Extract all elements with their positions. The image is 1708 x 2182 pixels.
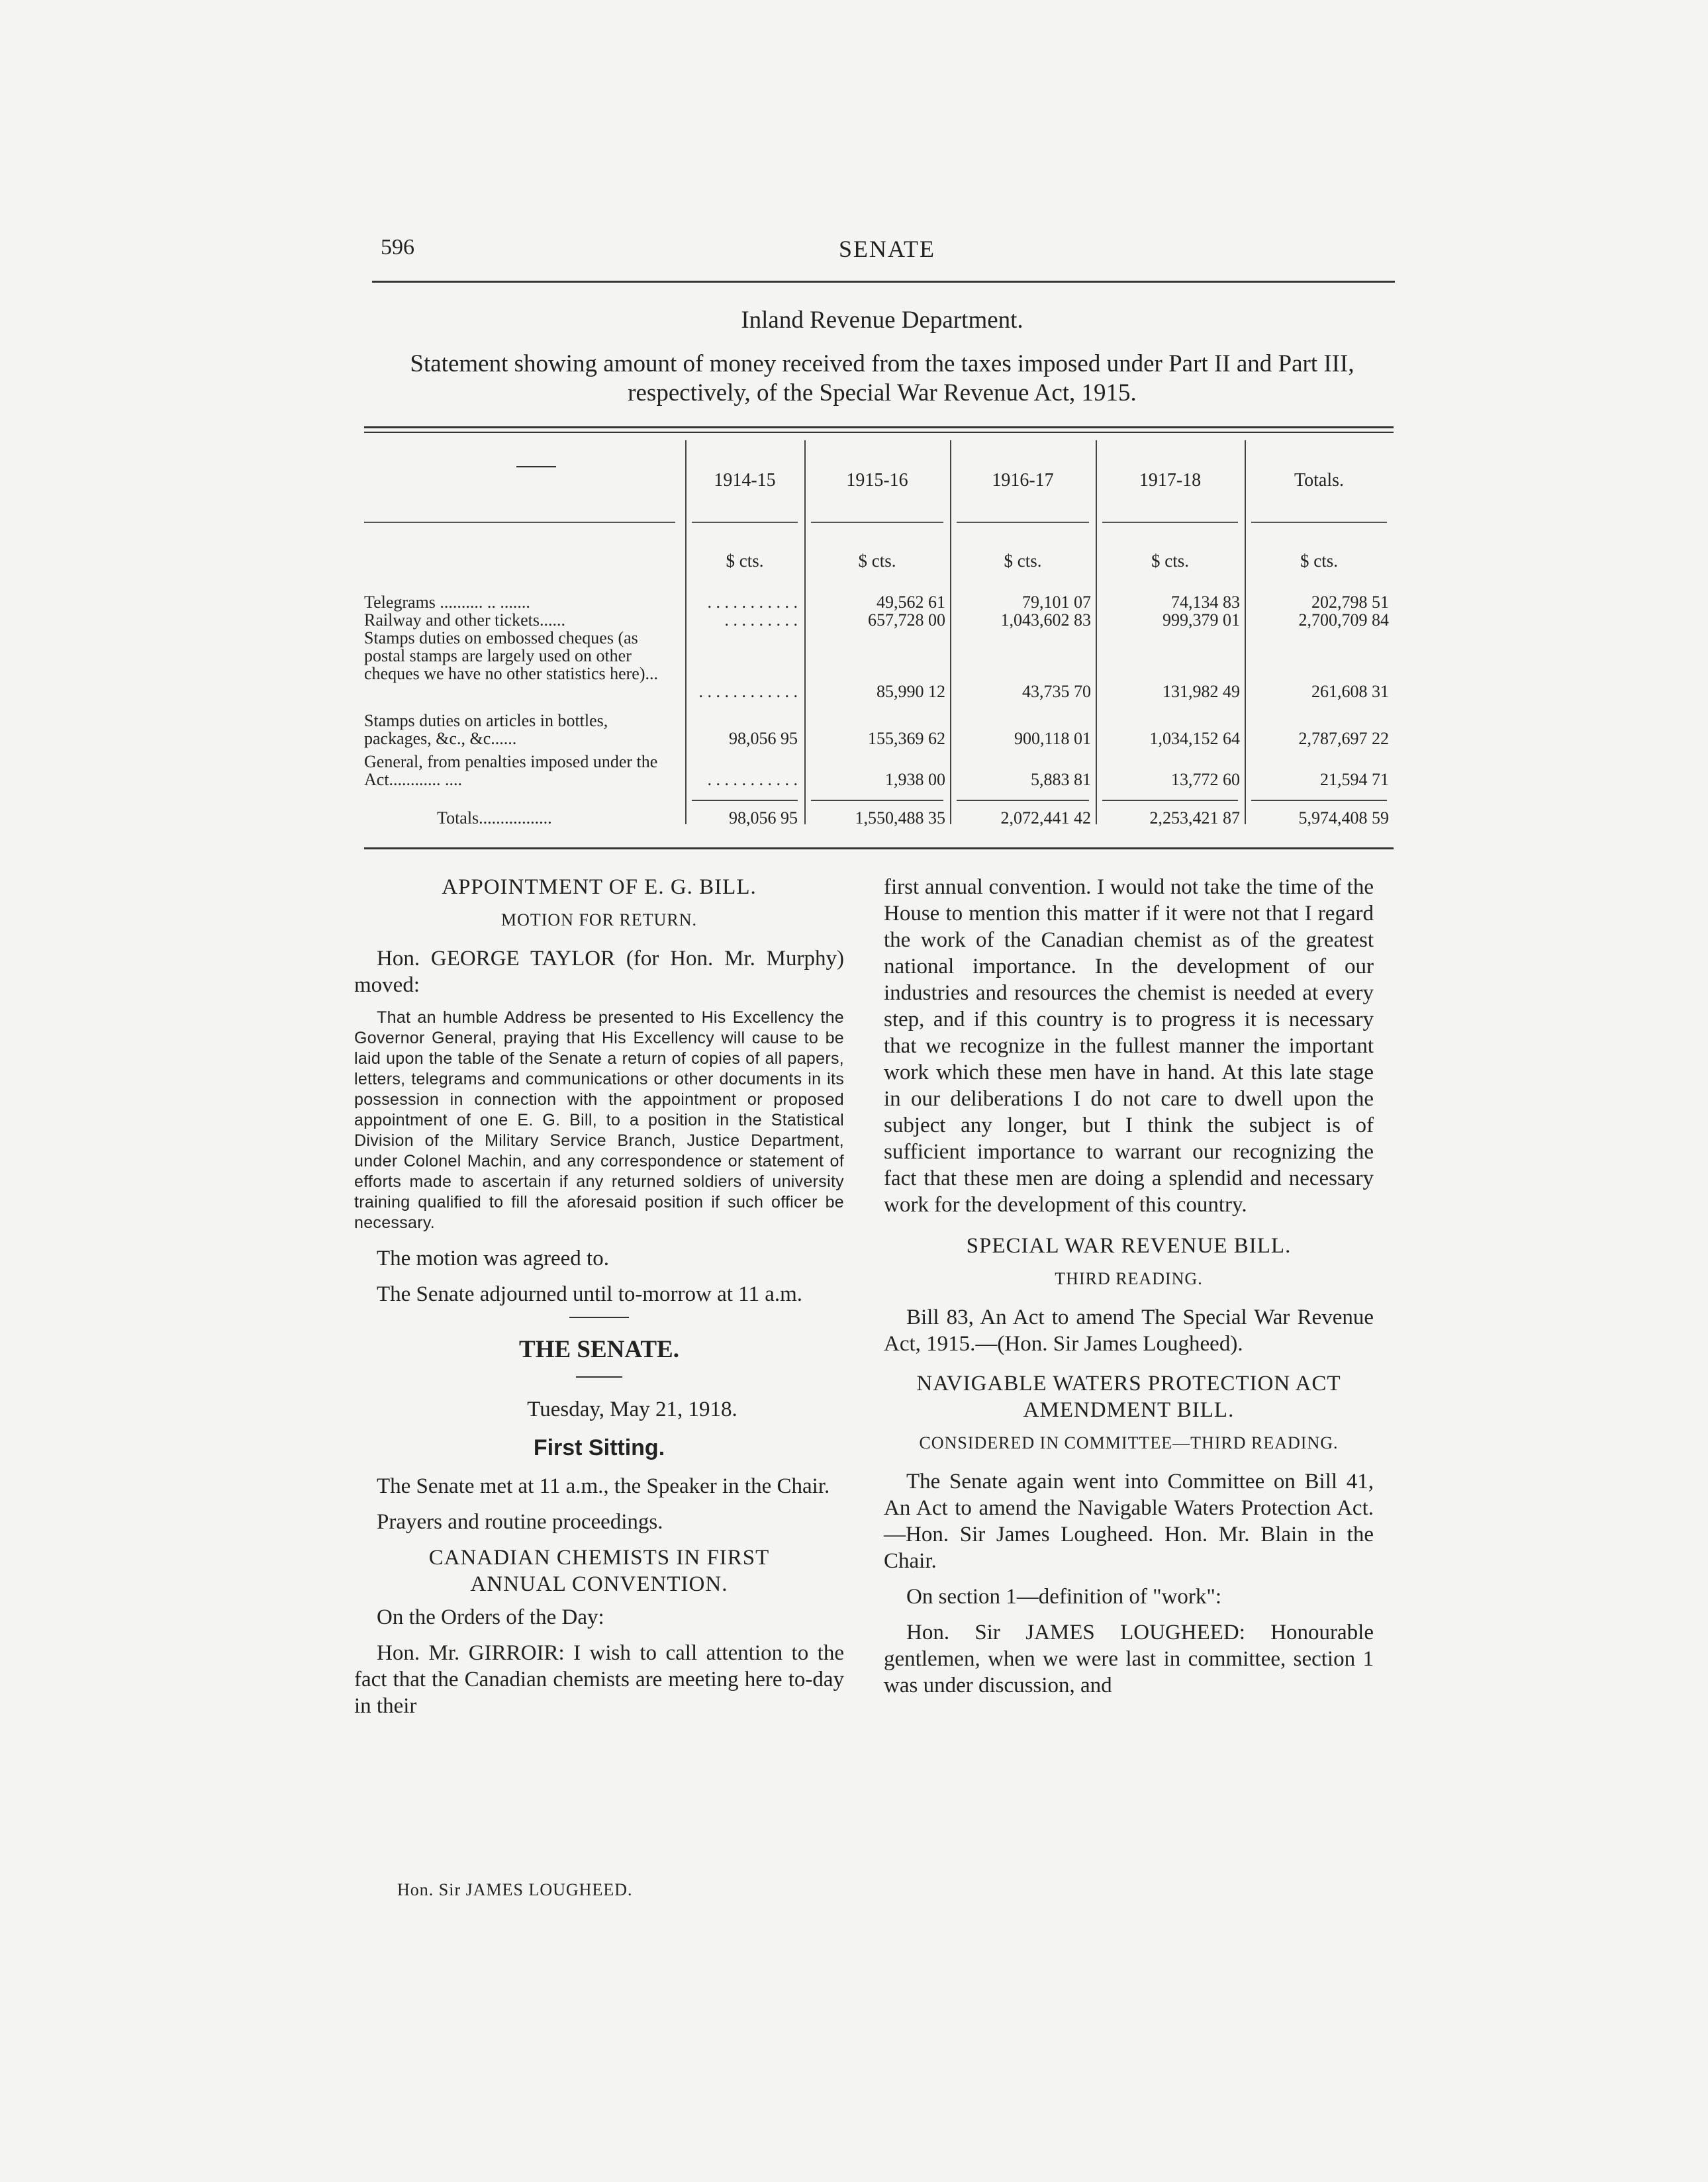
cell: 98,056 95 [729,808,798,828]
cell: 13,772 60 [1171,770,1240,789]
column-divider [804,440,806,824]
cell: 261,608 31 [1311,682,1389,701]
column-header: Totals. [1294,470,1345,491]
row-label: Telegrams .......... .. ....... [364,593,530,612]
unit-label: $ cts. [1300,551,1338,571]
column-header: 1916-17 [992,470,1054,491]
cell: 900,118 01 [1014,729,1091,748]
cell: . . . . . . . . . . . [707,770,798,789]
cell: 131,982 49 [1162,682,1240,701]
column-divider [950,440,951,824]
header-underline [957,522,1089,523]
cell: 43,735 70 [1022,682,1091,701]
header-underline [1251,522,1387,523]
table-top-rule-inner [364,432,1394,433]
department-title: Inland Revenue Department. [741,307,1023,334]
sum-rule [811,800,943,801]
navigable-waters-heading: NAVIGABLE WATERS PROTECTION ACT AMENDMENT BILL. [916,1372,1341,1422]
sum-rule [1102,800,1238,801]
cell: 98,056 95 [729,729,798,748]
section-divider [569,1317,629,1318]
cell: 1,938 00 [885,770,945,789]
row-label: Stamps duties on articles in bottles, packages, &c., &c...... [364,711,608,748]
sum-rule [1251,800,1387,801]
cell: 1,550,488 35 [855,808,945,828]
row-label: General, from penalties imposed under the Act............ .... [364,752,658,789]
unit-label: $ cts. [1004,551,1042,571]
column-header: 1914-15 [714,470,776,491]
girroir-paragraph: Hon. Mr. GIRROIR: I wish to call attention to the fact that the Canadian chemists are meeting here to-day in their [354,1641,844,1718]
cell: 5,883 81 [1031,770,1091,789]
prayers-paragraph: Prayers and routine proceedings. [377,1510,663,1534]
column-header: 1915-16 [846,470,908,491]
header-underline [1102,522,1238,523]
cell: 49,562 61 [877,593,945,612]
agreed-paragraph: The motion was agreed to. [377,1247,609,1270]
adjourned-paragraph: The Senate adjourned until to-morrow at 11 a.m. [377,1282,803,1306]
moved-paragraph: Hon. GEORGE TAYLOR (for Hon. Mr. Murphy) moved: [354,947,844,997]
unit-label: $ cts. [726,551,764,571]
column-header: 1917-18 [1139,470,1202,491]
appointment-heading: APPOINTMENT OF E. G. BILL. [442,875,757,899]
cell: 2,787,697 22 [1298,729,1389,748]
bill-83-paragraph: Bill 83, An Act to amend The Special War Revenue Act, 1915.—(Hon. Sir James Lougheed). [884,1305,1374,1356]
cell: . . . . . . . . . . . [707,593,798,612]
senate-met-paragraph: The Senate met at 11 a.m., the Speaker in the Chair. [377,1474,830,1498]
stub-header-dash [516,466,556,467]
header-rule [372,281,1395,283]
cell: 85,990 12 [877,682,945,701]
cell: 5,974,408 59 [1298,808,1389,828]
header-underline [692,522,798,523]
footer-speaker: Hon. Sir JAMES LOUGHEED. [397,1880,633,1899]
section-1-paragraph: On section 1—definition of "work": [906,1585,1222,1609]
sum-rule [692,800,798,801]
continued-paragraph: first annual convention. I would not take the time of the House to mention this matter if it were not that I regard the work of the Canadian chemist as of the greatest national importance. In the development of our industries and resources the chemist is needed at every step, and if this country is to progress it is necessary that we recognize in the fullest manner the important work which these men have in hand. At this late stage in our deliberations I do not care to dwell upon the subject any longer, but I think the subject is of sufficient importance to warrant our recognizing the fact that these men are doing a splendid and necessary work for the development of this country. [884,875,1374,1217]
motion-for-return-subheading: MOTION FOR RETURN. [500,910,698,929]
header-underline [364,522,675,523]
cell: 1,034,152 64 [1149,729,1240,748]
unit-label: $ cts. [1151,551,1189,571]
page-header [381,235,1394,268]
cell: 155,369 62 [868,729,945,748]
cell: 2,253,421 87 [1149,808,1240,828]
cell: 202,798 51 [1311,593,1389,612]
section-divider [576,1376,622,1378]
cell: . . . . . . . . . [724,610,798,630]
cell: . . . . . . . . . . . . [698,682,798,701]
column-divider [685,440,687,824]
table-top-rule [364,426,1394,428]
statement-caption: Statement showing amount of money received from the taxes imposed under Part II and Part III, respectively, of the Special War Revenue Act, 1915. [410,350,1354,406]
row-label: Stamps duties on embossed cheques (as postal stamps are largely used on other cheques we have no other statistics here)... [364,628,659,683]
revenue-table [364,424,1394,861]
header-underline [811,522,943,523]
row-label: Totals................. [437,808,552,828]
considered-subheading: CONSIDERED IN COMMITTEE—THIRD READING. [919,1433,1339,1452]
cell: 999,379 01 [1162,610,1240,630]
column-divider [1096,440,1097,824]
special-war-revenue-heading: SPECIAL WAR REVENUE BILL. [966,1234,1292,1258]
cell: 657,728 00 [868,610,945,630]
table-bottom-rule [364,847,1394,849]
lougheed-paragraph: Hon. Sir JAMES LOUGHEED: Honourable gentlemen, when we were last in committee, section 1 was under discussion, and [884,1621,1374,1697]
chemists-heading: CANADIAN CHEMISTS IN FIRST ANNUAL CONVENTION. [428,1546,770,1596]
the-senate-heading: THE SENATE. [519,1336,679,1363]
cell: 79,101 07 [1022,593,1091,612]
committee-paragraph: The Senate again went into Committee on Bill 41, An Act to amend the Navigable Waters Protection Act.—Hon. Sir James Lougheed. Hon. Mr. Blain in the Chair. [884,1470,1374,1573]
unit-label: $ cts. [858,551,896,571]
cell: 21,594 71 [1320,770,1389,789]
sitting-date: Tuesday, May 21, 1918. [527,1398,737,1421]
cell: 74,134 83 [1171,593,1240,612]
cell: 1,043,602 83 [1000,610,1091,630]
page-number: 596 [381,235,414,260]
sum-rule [957,800,1089,801]
left-column [354,874,844,1729]
third-reading-subheading: THIRD READING. [1055,1269,1203,1288]
right-column [884,874,1374,1708]
column-divider [1245,440,1246,824]
cell: 2,072,441 42 [1000,808,1091,828]
first-sitting-heading: First Sitting. [533,1435,665,1460]
cell: 2,700,709 84 [1298,610,1389,630]
motion-text: That an humble Address be presented to His Excellency the Governor General, praying that His Excellency will cause to be laid upon the table of the Senate a return of copies of all papers, letters, telegrams and communications or other documents in its possession in connection with the appointment or proposed appointment of one E. G. Bill, to a position in the Statistical Division of the Military Service Branch, Justice Department, under Colonel Machin, and any correspondence or statement of efforts made to ascertain if any returned soldiers of university training qualified to fill the aforesaid position if such officer be necessary. [354,1008,844,1232]
orders-paragraph: On the Orders of the Day: [377,1605,604,1629]
row-label: Railway and other tickets...... [364,610,565,630]
running-head: SENATE [839,236,935,262]
